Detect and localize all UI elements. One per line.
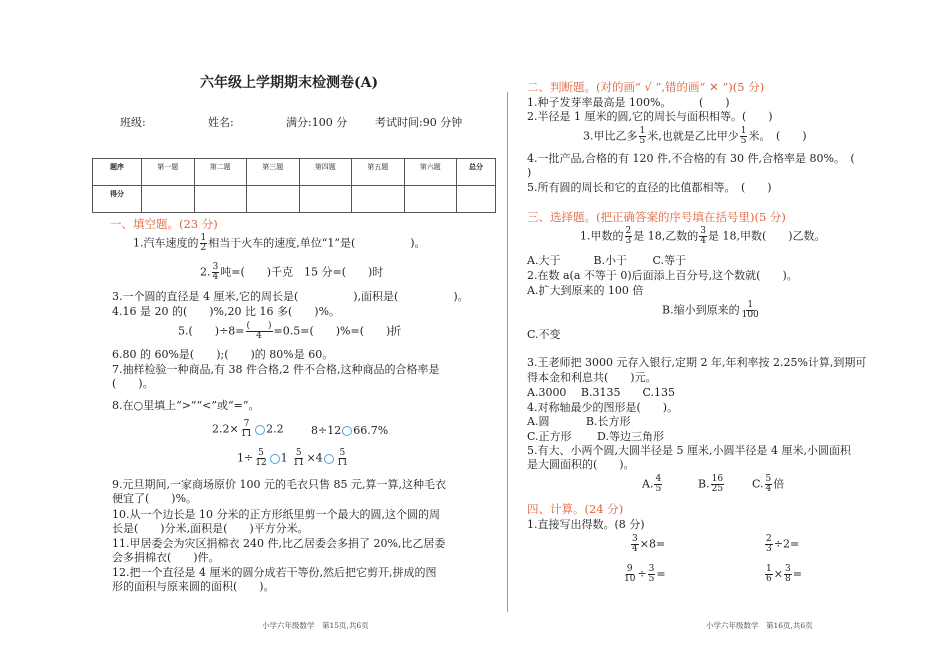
- judge-2: 2.半径是 1 厘米的圆,它的周长与面积相等。( ): [527, 110, 773, 123]
- table-cell: 第三题: [247, 159, 300, 186]
- section-4-title: 四、计算。(24 分): [527, 502, 624, 516]
- table-cell: 题序: [93, 159, 142, 186]
- section-1-title: 一、填空题。(23 分): [110, 217, 218, 231]
- choice-5-option-c: C. $\frac{5}{4}$ 倍: [752, 474, 785, 494]
- choice-2-option-c: C.不变: [527, 328, 561, 341]
- question-7-line2: ( )。: [112, 377, 154, 390]
- choice-5-line1: 5.有大、小两个圆,大圆半径是 5 厘米,小圆半径是 4 厘米,小圆面积: [527, 444, 851, 457]
- table-cell: 第四题: [299, 159, 352, 186]
- score-cell[interactable]: [194, 186, 247, 213]
- judge-5: 5.所有圆的周长和它的直径的比值都相等。 ( ): [527, 181, 772, 194]
- choice-5-option-a: A. $\frac{4}{5}$: [642, 474, 662, 494]
- section-2-title: 二、判断题。(对的画“ √ ”,错的画“ ✕ ”)(5 分): [527, 80, 765, 94]
- table-cell: 第二题: [194, 159, 247, 186]
- choice-2-option-b: B.缩小到原来的 $\frac{1}{100}$: [662, 300, 759, 320]
- choice-3-line2: 得本金和利息共( )元。: [527, 371, 657, 384]
- score-table: [92, 158, 496, 213]
- judge-3: 3.甲比乙多 $\frac{1}{5}$ 米,也就是乙比甲少 $\frac{1}{5}$ 米。 ( ): [583, 126, 807, 146]
- table-cell: 第一题: [142, 159, 195, 186]
- question-8: 8.在○里填上“>”“<”或“=”。: [112, 399, 260, 412]
- table-cell: 总分: [457, 159, 496, 186]
- calc-item-c: $\frac{9}{10}$ ÷ $\frac{3}{5}$ =: [624, 564, 666, 584]
- table-cell: 第五题: [352, 159, 405, 186]
- footer-right: 小学六年级数学 第16页,共6页: [706, 621, 813, 630]
- score-cell[interactable]: [457, 186, 496, 213]
- question-7-line1: 7.抽样检验一种商品,有 38 件合格,2 件不合格,这种商品的合格率是: [112, 363, 440, 376]
- table-cell: 得分: [93, 186, 142, 213]
- choice-1-options: A.大于 B.小于 C.等于: [527, 254, 687, 267]
- judge-1: 1.种子发芽率最高是 100%。 ( ): [527, 96, 730, 109]
- choice-5-line2: 是大圆面积的( )。: [527, 458, 635, 471]
- compare-expr-3: 1÷ $\frac{5}{12}$ 1: [237, 448, 288, 468]
- question-4: 4.16 是 20 的( )%,20 比 16 多( )%。: [112, 305, 341, 318]
- info-score: 满分:100 分: [286, 116, 348, 129]
- question-2: 2. $\frac{3}{4}$ 吨=( )千克 15 分=( )时: [200, 262, 384, 282]
- calc-instruction: 1.直接写出得数。(8 分): [527, 518, 645, 531]
- page-divider: [507, 92, 508, 612]
- choice-3-options: A.3000 B.3135 C.135: [527, 386, 676, 399]
- calc-item-d: $\frac{1}{6}$ × $\frac{3}{8}$ =: [766, 564, 802, 584]
- judge-4-line2: ): [527, 166, 532, 179]
- question-12-line1: 12.把一个直径是 4 厘米的圆分成若干等份,然后把它剪开,拼成的图: [112, 566, 437, 579]
- score-cell[interactable]: [247, 186, 300, 213]
- compare-expr-1: 2.2× $\frac{7}{11}$ 2.2: [212, 419, 284, 439]
- question-6: 6.80 的 60%是( );( )的 80%是 60。: [112, 348, 334, 361]
- choice-2: 2.在数 a(a 不等于 0)后面添上百分号,这个数就( )。: [527, 269, 798, 282]
- choice-4-options-1: A.圆 B.长方形: [527, 415, 631, 428]
- question-11-line2: 会多捐棉衣( )件。: [112, 551, 220, 564]
- choice-5-option-b: B. $\frac{16}{25}$: [698, 474, 724, 494]
- score-cell[interactable]: [299, 186, 352, 213]
- page-title: 六年级上学期期末检测卷(A): [200, 75, 379, 91]
- compare-circle[interactable]: [255, 425, 265, 435]
- choice-1: 1.甲数的 $\frac{2}{3}$ 是 18,乙数的 $\frac{3}{4}$ 是 18,甲数( )乙数。: [580, 226, 826, 246]
- section-3-title: 三、选择题。(把正确答案的序号填在括号里)(5 分): [527, 210, 786, 224]
- compare-circle[interactable]: [342, 426, 352, 436]
- question-11-line1: 11.甲居委会为灾区捐棉衣 240 件,比乙居委会多捐了 20%,比乙居委: [112, 537, 446, 550]
- question-5: 5.( )÷8= $\frac{( )}{4}$ =0.5=( )%=( )折: [178, 321, 402, 341]
- table-cell: 第六题: [404, 159, 457, 186]
- compare-circle[interactable]: [270, 454, 280, 464]
- question-12-line2: 形的面积与原来圆的面积( )。: [112, 580, 275, 593]
- score-cell[interactable]: [352, 186, 405, 213]
- choice-4-options-2: C.正方形 D.等边三角形: [527, 430, 664, 443]
- compare-expr-4: $\frac{5}{11}$ ×4 $\frac{5}{11}$: [293, 448, 349, 468]
- score-cell[interactable]: [142, 186, 195, 213]
- question-9-line1: 9.元旦期间,一家商场原价 100 元的毛衣只售 85 元,算一算,这种毛衣: [112, 478, 446, 491]
- calc-item-b: $\frac{2}{3}$ ÷2=: [766, 534, 800, 554]
- judge-4-line1: 4.一批产品,合格的有 120 件,不合格的有 30 件,合格率是 80%。 (: [527, 152, 855, 165]
- choice-3-line1: 3.王老师把 3000 元存入银行,定期 2 年,年利率按 2.25%计算,到期可: [527, 356, 867, 369]
- question-3: 3.一个圆的直径是 4 厘米,它的周长是( ),面积是( )。: [112, 290, 469, 303]
- question-9-line2: 便宜了( )%。: [112, 492, 198, 505]
- score-cell[interactable]: [404, 186, 457, 213]
- calc-item-a: $\frac{3}{4}$ ×8=: [632, 534, 666, 554]
- question-1: 1.汽车速度的 $\frac{1}{2}$ 相当于火车的速度,单位“1”是( )。: [133, 233, 426, 253]
- question-10-line1: 10.从一个边长是 10 分米的正方形纸里剪一个最大的圆,这个圆的周: [112, 508, 440, 521]
- question-10-line2: 长是( )分米,面积是( )平方分米。: [112, 522, 309, 535]
- info-name: 姓名:: [208, 116, 234, 129]
- compare-expr-2: 8÷12 66.7%: [311, 424, 389, 437]
- compare-circle[interactable]: [324, 454, 334, 464]
- choice-2-option-a: A.扩大到原来的 100 倍: [527, 284, 644, 297]
- choice-4: 4.对称轴最少的图形是( )。: [527, 401, 679, 414]
- footer-left: 小学六年级数学 第15页,共6页: [262, 621, 369, 630]
- info-class: 班级:: [120, 116, 146, 129]
- info-time: 考试时间:90 分钟: [375, 116, 463, 129]
